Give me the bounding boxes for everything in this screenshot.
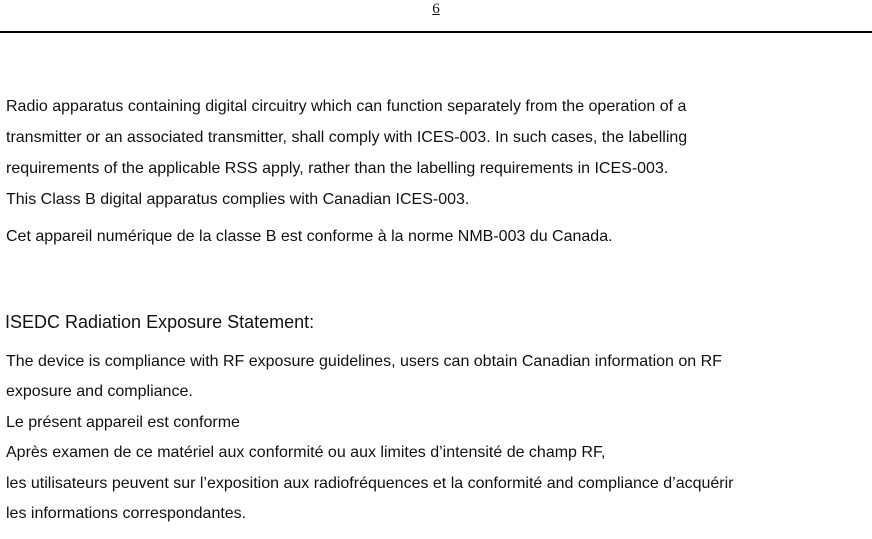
header-divider [0, 31, 872, 33]
text-line: This Class B digital apparatus complies with Canadian ICES-003. [6, 191, 470, 208]
text-line: les informations correspondantes. [6, 505, 247, 523]
page-number [0, 0, 872, 18]
text-line: transmitter or an associated transmitter, shall comply with ICES-003. In such cases, the labelling [6, 129, 688, 146]
section-heading: ISEDC Radiation Exposure Statement: [5, 312, 315, 332]
text-line: exposure and compliance. [6, 383, 193, 401]
text-line: les utilisateurs peuvent sur l’exposition aux radiofréquences et la conformité and compliance d’acquérir [6, 474, 734, 492]
nmb-paragraph [6, 221, 613, 252]
text-line: Radio apparatus containing digital circuitry which can function separately from the operation of a [6, 98, 687, 115]
text-line: Cet appareil numérique de la classe B est conforme à la norme NMB-003 du Canada. [6, 228, 613, 245]
page-number-text: 6 [432, 1, 440, 17]
text-line: Le présent appareil est conforme [6, 413, 240, 431]
rf-exposure-paragraph [6, 347, 734, 529]
ices-paragraph [6, 91, 687, 215]
text-line: requirements of the applicable RSS apply, rather than the labelling requirements in ICES-003. [6, 160, 669, 177]
text-line: The device is compliance with RF exposure guidelines, users can obtain Canadian information on RF [6, 353, 722, 370]
text-line: Après examen de ce matériel aux conformité ou aux limites d’intensité de champ RF, [6, 444, 606, 462]
